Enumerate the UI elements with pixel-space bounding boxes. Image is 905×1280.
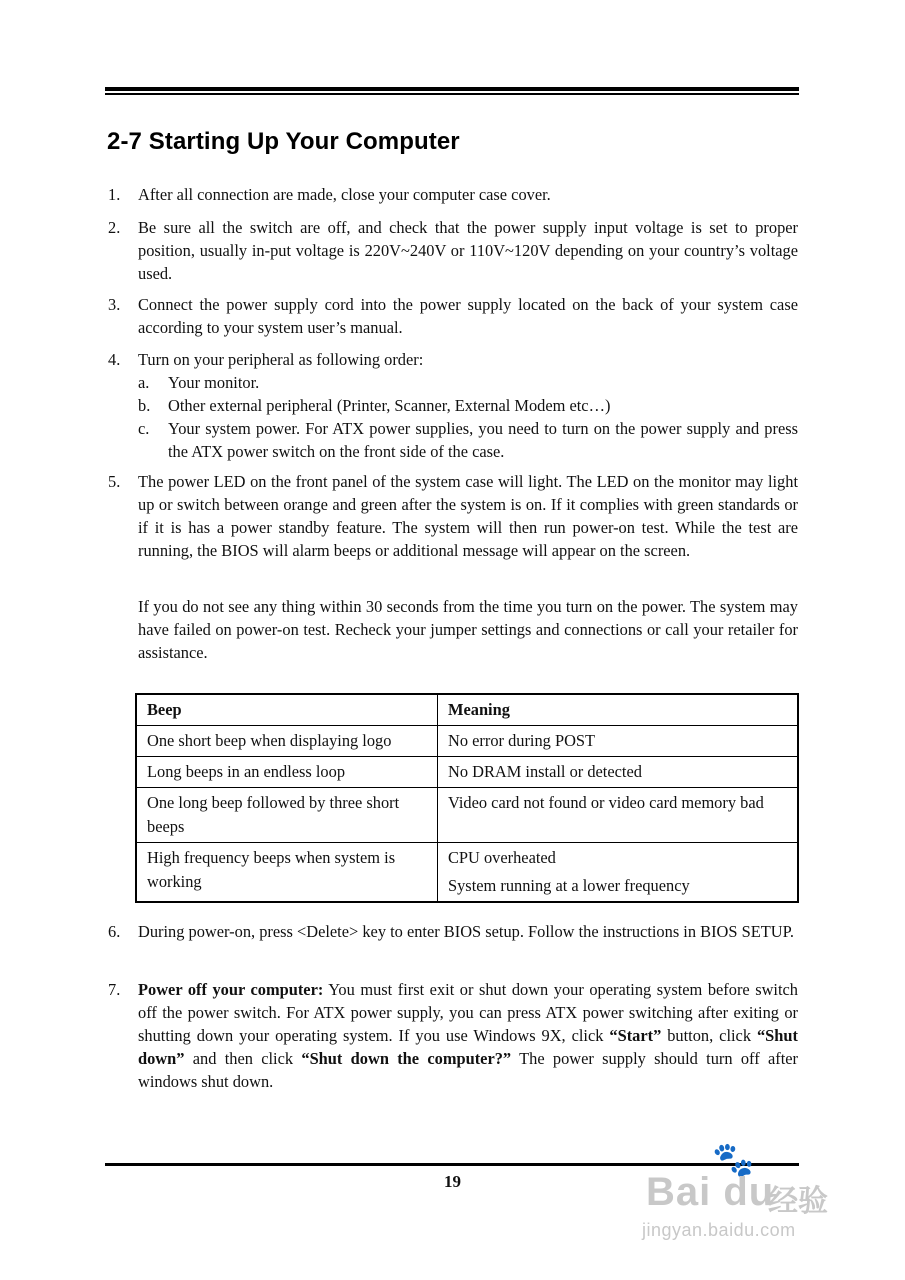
table-header-beep: Beep	[136, 694, 438, 726]
sub-text: Your monitor.	[168, 373, 260, 392]
step-number: 6.	[108, 922, 121, 941]
step-4-sub-b	[138, 394, 798, 417]
meaning-line: System running at a lower frequency	[448, 876, 690, 895]
table-row	[136, 843, 798, 903]
meaning-line: CPU overheated	[448, 848, 556, 867]
watermark-url: jingyan.baidu.com	[642, 1220, 796, 1240]
baidu-watermark	[640, 1140, 860, 1250]
sub-letter: a.	[138, 373, 150, 392]
step-text: After all connection are made, close your computer case cover.	[138, 185, 551, 204]
step-1	[108, 183, 798, 206]
paw-icon: 🐾	[712, 1141, 755, 1179]
shutdown-label: “Shut down”	[138, 1026, 798, 1068]
step-text: and then click	[184, 1049, 302, 1068]
step-3	[108, 293, 798, 339]
watermark-cn: 经验	[768, 1185, 828, 1218]
beep-cell: High frequency beeps when system is working	[136, 843, 438, 903]
step-number: 3.	[108, 295, 121, 314]
step-number: 5.	[108, 472, 121, 491]
step-text: During power-on, press <Delete> key to enter BIOS setup. Follow the instructions in BIOS SETUP.	[138, 922, 794, 941]
sub-letter: c.	[138, 419, 150, 438]
header-rule-thick	[105, 87, 799, 91]
step-4-sub-a	[138, 371, 798, 394]
step-number: 1.	[108, 185, 121, 204]
step-7	[108, 978, 799, 1093]
step-text: button, click	[661, 1026, 757, 1045]
start-label: “Start”	[609, 1026, 662, 1045]
meaning-cell: Video card not found or video card memory bad	[438, 788, 799, 843]
step-5-extra	[138, 595, 798, 664]
step-4	[108, 348, 798, 371]
step-text: The power supply should turn off after windows shut down.	[138, 1049, 798, 1091]
step-text: You must first exit or shut down your operating system before switch off the power switch. For ATX power supply, you can press ATX power switching after exiting or shutting down your operating system. If you use Windows 9X, click	[138, 980, 799, 1045]
beep-cell: One long beep followed by three short beeps	[136, 788, 438, 843]
step-number: 7.	[108, 980, 121, 999]
step-text: Connect the power supply cord into the power supply located on the back of your system case according to your system user’s manual.	[138, 295, 798, 337]
step-6	[108, 920, 798, 943]
sub-text: Your system power. For ATX power supplies, you need to turn on the power supply and press the ATX power switch on the front side of the case.	[168, 419, 798, 461]
table-header-meaning: Meaning	[438, 694, 799, 726]
beep-cell: Long beeps in an endless loop	[136, 757, 438, 788]
section-title: 2-7 Starting Up Your Computer	[107, 128, 460, 155]
step-2	[108, 216, 798, 285]
meaning-cell	[438, 843, 799, 903]
step-bold-lead: Power off your computer:	[138, 980, 324, 999]
step-text: Be sure all the switch are off, and check that the power supply input voltage is set to proper position, usually in-put voltage is 220V~240V or 110V~120V depending on your country’s voltage used.	[138, 218, 798, 283]
step-text: Turn on your peripheral as following order:	[138, 350, 424, 369]
table-row	[136, 788, 798, 843]
table-header-row	[136, 694, 798, 726]
step-number: 2.	[108, 218, 121, 237]
step-number: 4.	[108, 350, 121, 369]
page-number: 19	[444, 1172, 461, 1191]
meaning-cell: No error during POST	[438, 726, 799, 757]
table-row	[136, 726, 798, 757]
header-rule-thin	[105, 93, 799, 95]
step-text: The power LED on the front panel of the system case will light. The LED on the monitor may light up or switch between orange and green after the system is on. If it complies with green standards or if it is has a power standby feature. The system will then run power-on test. While the test are running, the BIOS will alarm beeps or additional message will appear on the screen.	[138, 472, 798, 560]
shutdown-computer-label: “Shut down the computer?”	[301, 1049, 512, 1068]
step-4-sub-c	[138, 417, 798, 463]
step-5	[108, 470, 798, 562]
step-extra-text: If you do not see any thing within 30 seconds from the time you turn on the power. The system may have failed on power-on test. Recheck your jumper settings and connections or call your retailer for assistance.	[138, 597, 798, 662]
watermark-logo: Bai du	[646, 1170, 775, 1214]
sub-text: Other external peripheral (Printer, Scanner, External Modem etc…)	[168, 396, 611, 415]
meaning-cell: No DRAM install or detected	[438, 757, 799, 788]
table-row	[136, 757, 798, 788]
beep-cell: One short beep when displaying logo	[136, 726, 438, 757]
sub-letter: b.	[138, 396, 151, 415]
beep-code-table	[135, 693, 799, 903]
